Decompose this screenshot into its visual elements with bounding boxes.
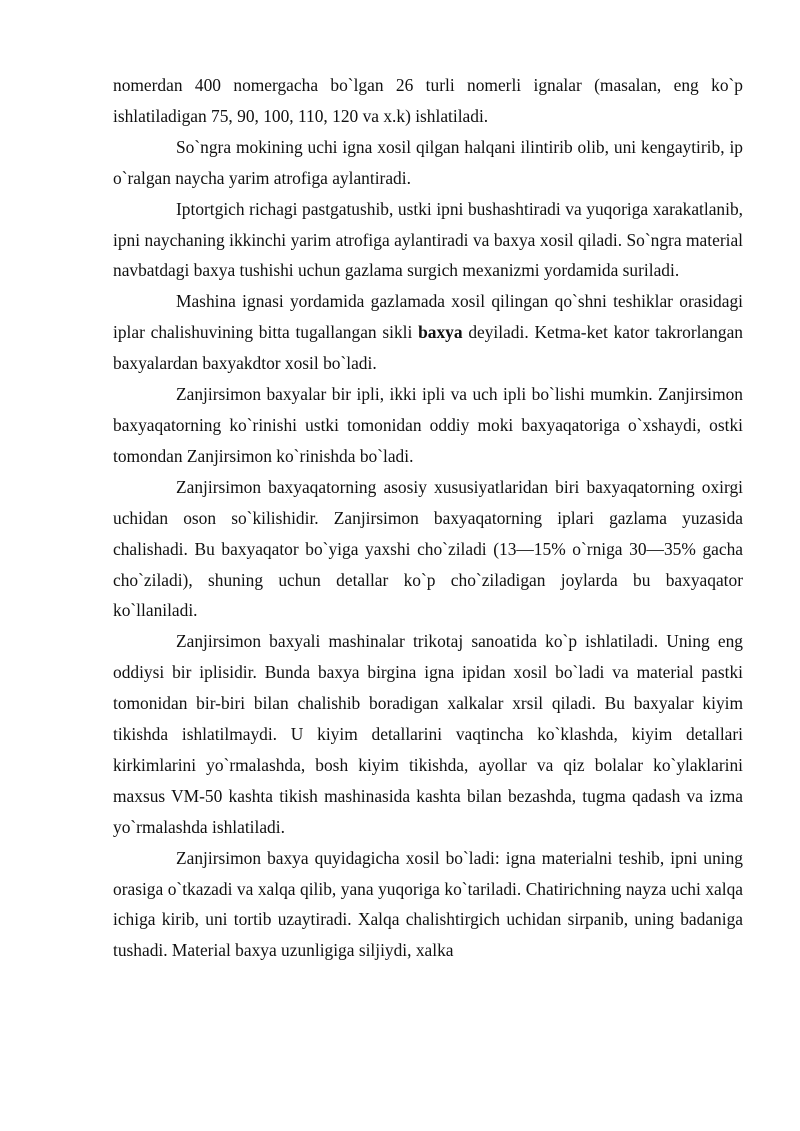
definition-term: baxya: [418, 322, 463, 343]
paragraph-baxya-definition: [113, 286, 743, 379]
paragraph-chain-stitch-formation: Zanjirsimon baxya quyidagicha xosil bo`ladi: igna materialni teshib, ipni uning orasiga o`tkazadi va xalqa qilib, yana yuqoriga ko`tariladi. Chatirichning nayza uchi xalqa ichiga kirib, uni tortib uzaytiradi. Xalqa chalishtirgich uchidan sirpanib, uning badaniga tushadi. Material baxya uzunligiga siljiydi, xalka: [113, 847, 743, 961]
paragraph-take-up-lever: Iptortgich richagi pastgatushib, ustki ipni bushashtiradi va yuqoriga xarakatlanib, ipni naychaning ikkinchi yarim atrofiga aylantiradi va baxya xosil qiladi. So`ngra material navbatdagi baxya tushishi uchun gazlama surgich mexanizmi yordamida suriladi.: [113, 198, 743, 281]
paragraph-chain-stitch-properties: Zanjirsimon baxyaqatorning asosiy xususiyatlaridan biri baxyaqatorning oxirgi uchidan oson so`kilishidir. Zanjirsimon baxyaqatorning iplari gazlama yuzasida chalishadi. Bu baxyaqator bo`yiga yaxshi cho`ziladi (13—15% o`rniga 30—35% gacha cho`ziladi), shuning uchun detallar ko`p cho`ziladigan joylarda bu baxyaqator ko`llaniladi.: [113, 476, 743, 621]
definition-text-after: deyiladi. Ketma-ket kator takrorlangan baxyalardan baxyakdtor xosil bo`ladi.: [113, 322, 743, 374]
paragraph-chain-stitch-machines: Zanjirsimon baxyali mashinalar trikotaj sanoatida ko`p ishlatiladi. Uning eng oddiysi bir iplisidir. Bunda baxya birgina igna ipidan xosil bo`ladi va material pastki tomonidan bir-biri bilan chalishib boradigan xalkalar xrsil qiladi. Bu baxyalar kiyim tikishda ishlatilmaydi. U kiyim detallarini vaqtincha ko`klashda, kiyim detallari kirkimlarini yo`rmalashda, bosh kiyim tikishda, ayollar va qiz bolalar ko`ylaklarini maxsus VM-50 kashta tikish mashinasida kashta bilan bezashda, tugma qadash va izma yo`rmalashda ishlatiladi.: [113, 631, 743, 837]
document-page: [113, 70, 743, 966]
definition-text-before: Mashina ignasi yordamida gazlamada xosil qilingan qo`shni teshiklar orasidagi iplar chalishuvining bitta tugallangan sikli: [113, 291, 743, 343]
paragraph-continuation: nomerdan 400 nomergacha bo`lgan 26 turli nomerli ignalar (masalan, eng ko`p ishlatiladigan 75, 90, 100, 110, 120 va x.k) ishlatiladi.: [113, 75, 743, 126]
paragraph-chain-stitch-types: Zanjirsimon baxyalar bir ipli, ikki ipli va uch ipli bo`lishi mumkin. Zanjirsimon baxyaqatorning ko`rinishi ustki tomonidan oddiy moki baxyaqatoriga o`xshaydi, ostki tomondan Zanjirsimon ko`rinishda bo`ladi.: [113, 384, 743, 466]
paragraph-shuttle-loop: So`ngra mokining uchi igna xosil qilgan halqani ilintirib olib, uni kengaytirib, ip o`ralgan naycha yarim atrofiga aylantiradi.: [113, 136, 743, 188]
